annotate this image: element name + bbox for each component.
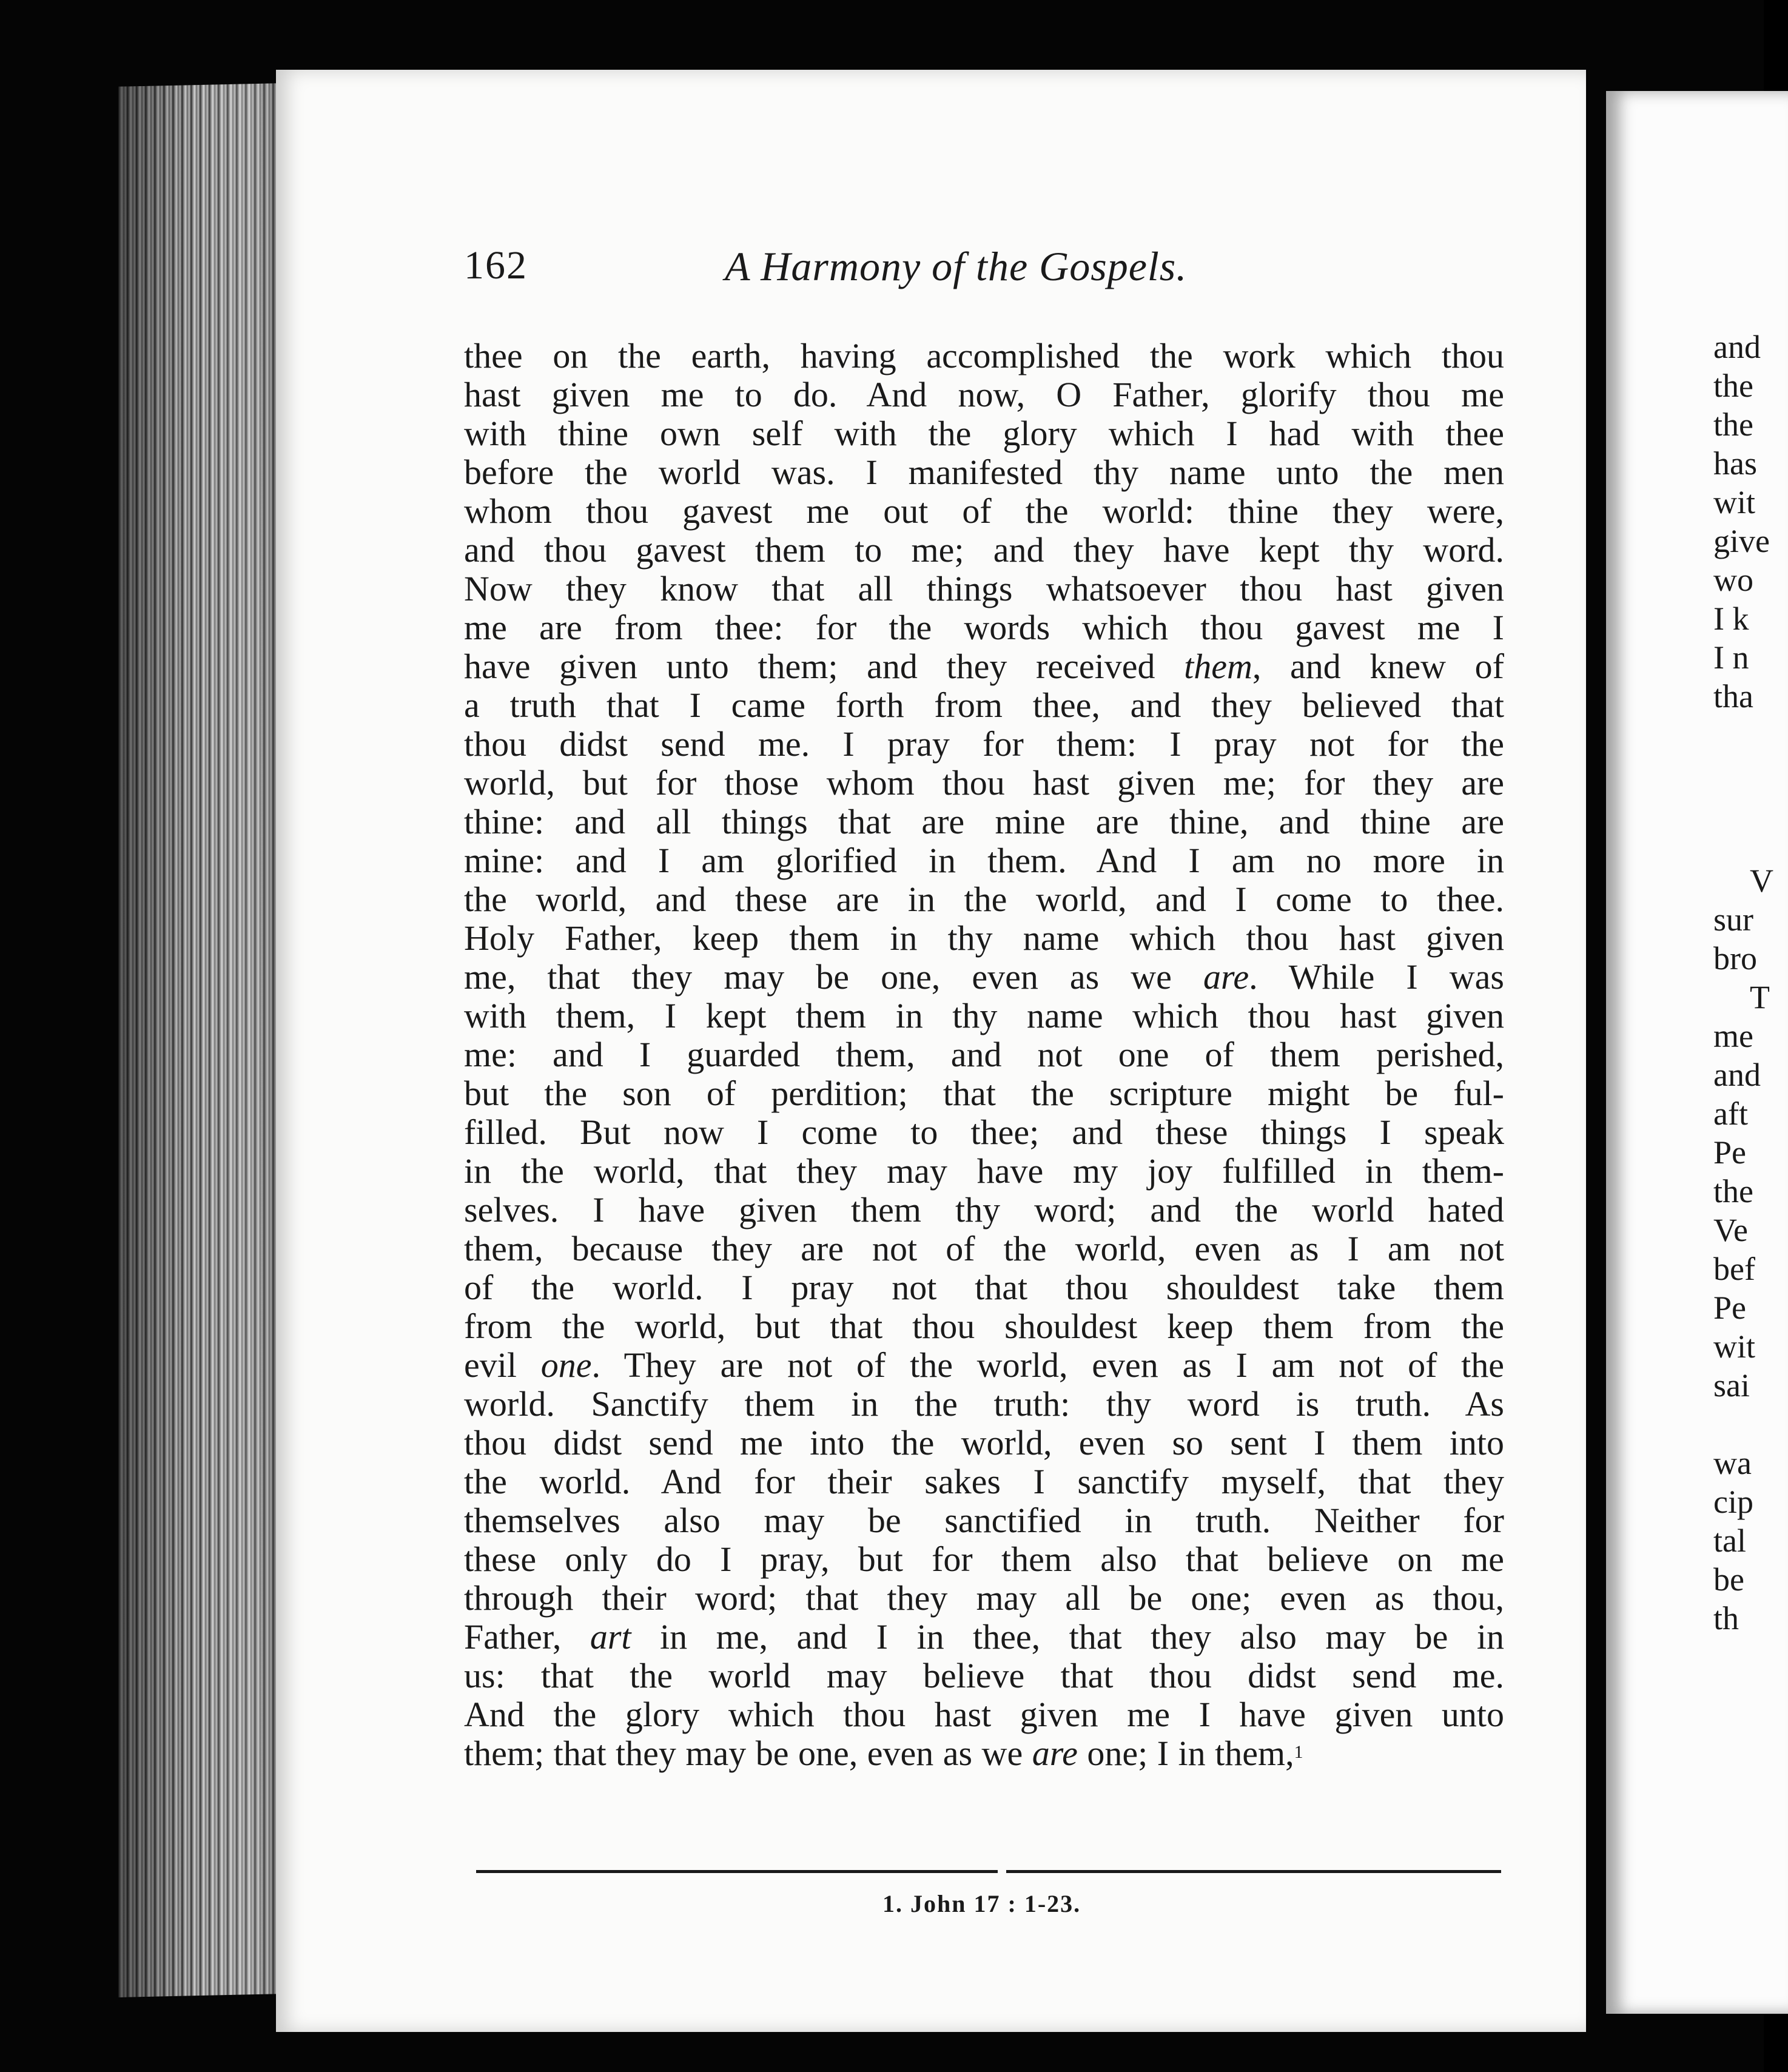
- text-line: before the world was. I manifested thy name unto the men: [464, 452, 1504, 492]
- right-page-fragment: V: [1750, 863, 1773, 899]
- text-segment: one; I in them,: [1077, 1734, 1294, 1773]
- right-page-fragment: wit: [1713, 1328, 1756, 1365]
- right-page-fragment: aft: [1713, 1095, 1748, 1132]
- text-line: from the world, but that thou shouldest keep them from the: [464, 1307, 1504, 1346]
- right-page-fragment: sai: [1713, 1367, 1750, 1404]
- text-line: world, but for those whom thou hast given me; for they are: [464, 763, 1504, 802]
- text-line: and thou gavest them to me; and they have kept thy word.: [464, 530, 1504, 570]
- right-page-fragment: wo: [1713, 562, 1753, 598]
- right-page-fragment: has: [1713, 445, 1757, 482]
- text-line: whom thou gavest me out of the world: thine they were,: [464, 491, 1504, 531]
- text-segment: have given unto them; and they received: [464, 647, 1185, 686]
- footnote: 1. John 17 : 1-23.: [882, 1890, 1081, 1917]
- text-line: but the son of perdition; that the scripture might be ful-: [464, 1074, 1504, 1113]
- right-page: [1606, 91, 1788, 2014]
- text-line: hast given me to do. And now, O Father, glorify thou me: [464, 375, 1504, 414]
- text-line: [464, 1346, 1504, 1385]
- right-page-fragment: bro: [1713, 940, 1757, 977]
- right-page-fragment: cip: [1713, 1484, 1753, 1520]
- right-page-fragment: and: [1713, 329, 1761, 365]
- page-edges-shadow: [118, 83, 282, 1997]
- right-page-fragment: wit: [1713, 484, 1756, 520]
- text-segment: evil: [464, 1345, 541, 1385]
- right-page-fragment: the: [1713, 368, 1753, 404]
- right-page-fragment: Pe: [1713, 1134, 1746, 1171]
- right-page-fragment: T: [1750, 979, 1770, 1015]
- text-line: the world, and these are in the world, and I come to thee.: [464, 880, 1504, 919]
- text-line: thou didst send me. I pray for them: I pray not for the: [464, 724, 1504, 764]
- text-segment: me, that they may be one, even as we: [464, 957, 1203, 997]
- text-line: And the glory which thou hast given me I have given unto: [464, 1695, 1504, 1734]
- body-text: [464, 337, 1504, 1773]
- right-page-fragment: tal: [1713, 1522, 1746, 1559]
- left-page: [276, 70, 1586, 2032]
- right-page-fragment: th: [1713, 1600, 1739, 1636]
- footnote-rule-gap: [998, 1866, 1006, 1875]
- text-line: through their word; that they may all be one; even as thou,: [464, 1578, 1504, 1618]
- text-segment: Father,: [464, 1617, 590, 1657]
- text-line: [464, 1618, 1504, 1657]
- text-line: of the world. I pray not that thou shouldest take them: [464, 1268, 1504, 1307]
- right-page-fragment: and: [1713, 1057, 1761, 1093]
- text-line: us: that the world may believe that thou didst send me.: [464, 1656, 1504, 1695]
- footnote-reference: 1: [1294, 1742, 1303, 1762]
- right-page-fragment: sur: [1713, 901, 1753, 938]
- right-page-fragment: bef: [1713, 1251, 1755, 1287]
- text-line: Now they know that all things whatsoever thou hast given: [464, 569, 1504, 608]
- running-title: A Harmony of the Gospels.: [725, 243, 1188, 289]
- footnote-rule: [476, 1870, 1501, 1873]
- italic-word: one: [540, 1345, 592, 1385]
- text-line: with them, I kept them in thy name which thou hast given: [464, 996, 1504, 1035]
- text-line: a truth that I came forth from thee, and they believed that: [464, 685, 1504, 725]
- right-page-fragment: tha: [1713, 678, 1753, 715]
- text-segment: in me, and I in thee, that they also may be in: [631, 1617, 1505, 1657]
- right-page-fragment: I k: [1713, 600, 1749, 637]
- text-segment: them; that they may be one, even as we: [464, 1734, 1032, 1773]
- text-line: world. Sanctify them in the truth: thy word is truth. As: [464, 1384, 1504, 1424]
- text-line: thine: and all things that are mine are thine, and thine are: [464, 802, 1504, 841]
- page-number: 162: [464, 243, 528, 288]
- right-page-fragment: me: [1713, 1018, 1753, 1054]
- text-line: thee on the earth, having accomplished the work which thou: [464, 336, 1504, 375]
- text-line: them, because they are not of the world, even as I am not: [464, 1229, 1504, 1268]
- text-line: these only do I pray, but for them also that believe on me: [464, 1539, 1504, 1579]
- text-line: Holy Father, keep them in thy name which thou hast given: [464, 918, 1504, 958]
- text-line: mine: and I am glorified in them. And I am no more in: [464, 841, 1504, 880]
- italic-word: them: [1184, 647, 1252, 686]
- text-line: the world. And for their sakes I sanctify myself, that they: [464, 1462, 1504, 1501]
- right-page-fragment: I n: [1713, 639, 1749, 676]
- text-line: thou didst send me into the world, even so sent I them into: [464, 1423, 1504, 1462]
- text-line: me are from thee: for the words which thou gavest me I: [464, 608, 1504, 647]
- text-line: me: and I guarded them, and not one of them perished,: [464, 1035, 1504, 1074]
- text-line: [464, 647, 1504, 686]
- right-page-fragment: Pe: [1713, 1290, 1746, 1326]
- right-page-fragment: be: [1713, 1561, 1744, 1598]
- text-line: themselves also may be sanctified in truth. Neither for: [464, 1501, 1504, 1540]
- right-page-fragment: wa: [1713, 1445, 1752, 1481]
- text-line: in the world, that they may have my joy fulfilled in them-: [464, 1151, 1504, 1191]
- text-segment: . While I was: [1249, 957, 1504, 997]
- italic-word: are: [1032, 1734, 1078, 1773]
- right-page-fragment: give: [1713, 523, 1770, 559]
- right-page-fragment: Ve: [1713, 1212, 1748, 1248]
- text-line: [464, 958, 1504, 997]
- right-page-fragment: the: [1713, 406, 1753, 443]
- italic-word: art: [590, 1617, 631, 1657]
- text-line: filled. But now I come to thee; and these things I speak: [464, 1112, 1504, 1152]
- right-page-fragment: the: [1713, 1173, 1753, 1209]
- text-line: [464, 1734, 1504, 1773]
- text-segment: . They are not of the world, even as I am not of the: [591, 1345, 1504, 1385]
- text-segment: , and knew of: [1252, 647, 1505, 686]
- text-line: with thine own self with the glory which I had with thee: [464, 414, 1504, 453]
- italic-word: are: [1203, 957, 1249, 997]
- text-line: selves. I have given them thy word; and the world hated: [464, 1190, 1504, 1229]
- running-head: [464, 243, 1519, 309]
